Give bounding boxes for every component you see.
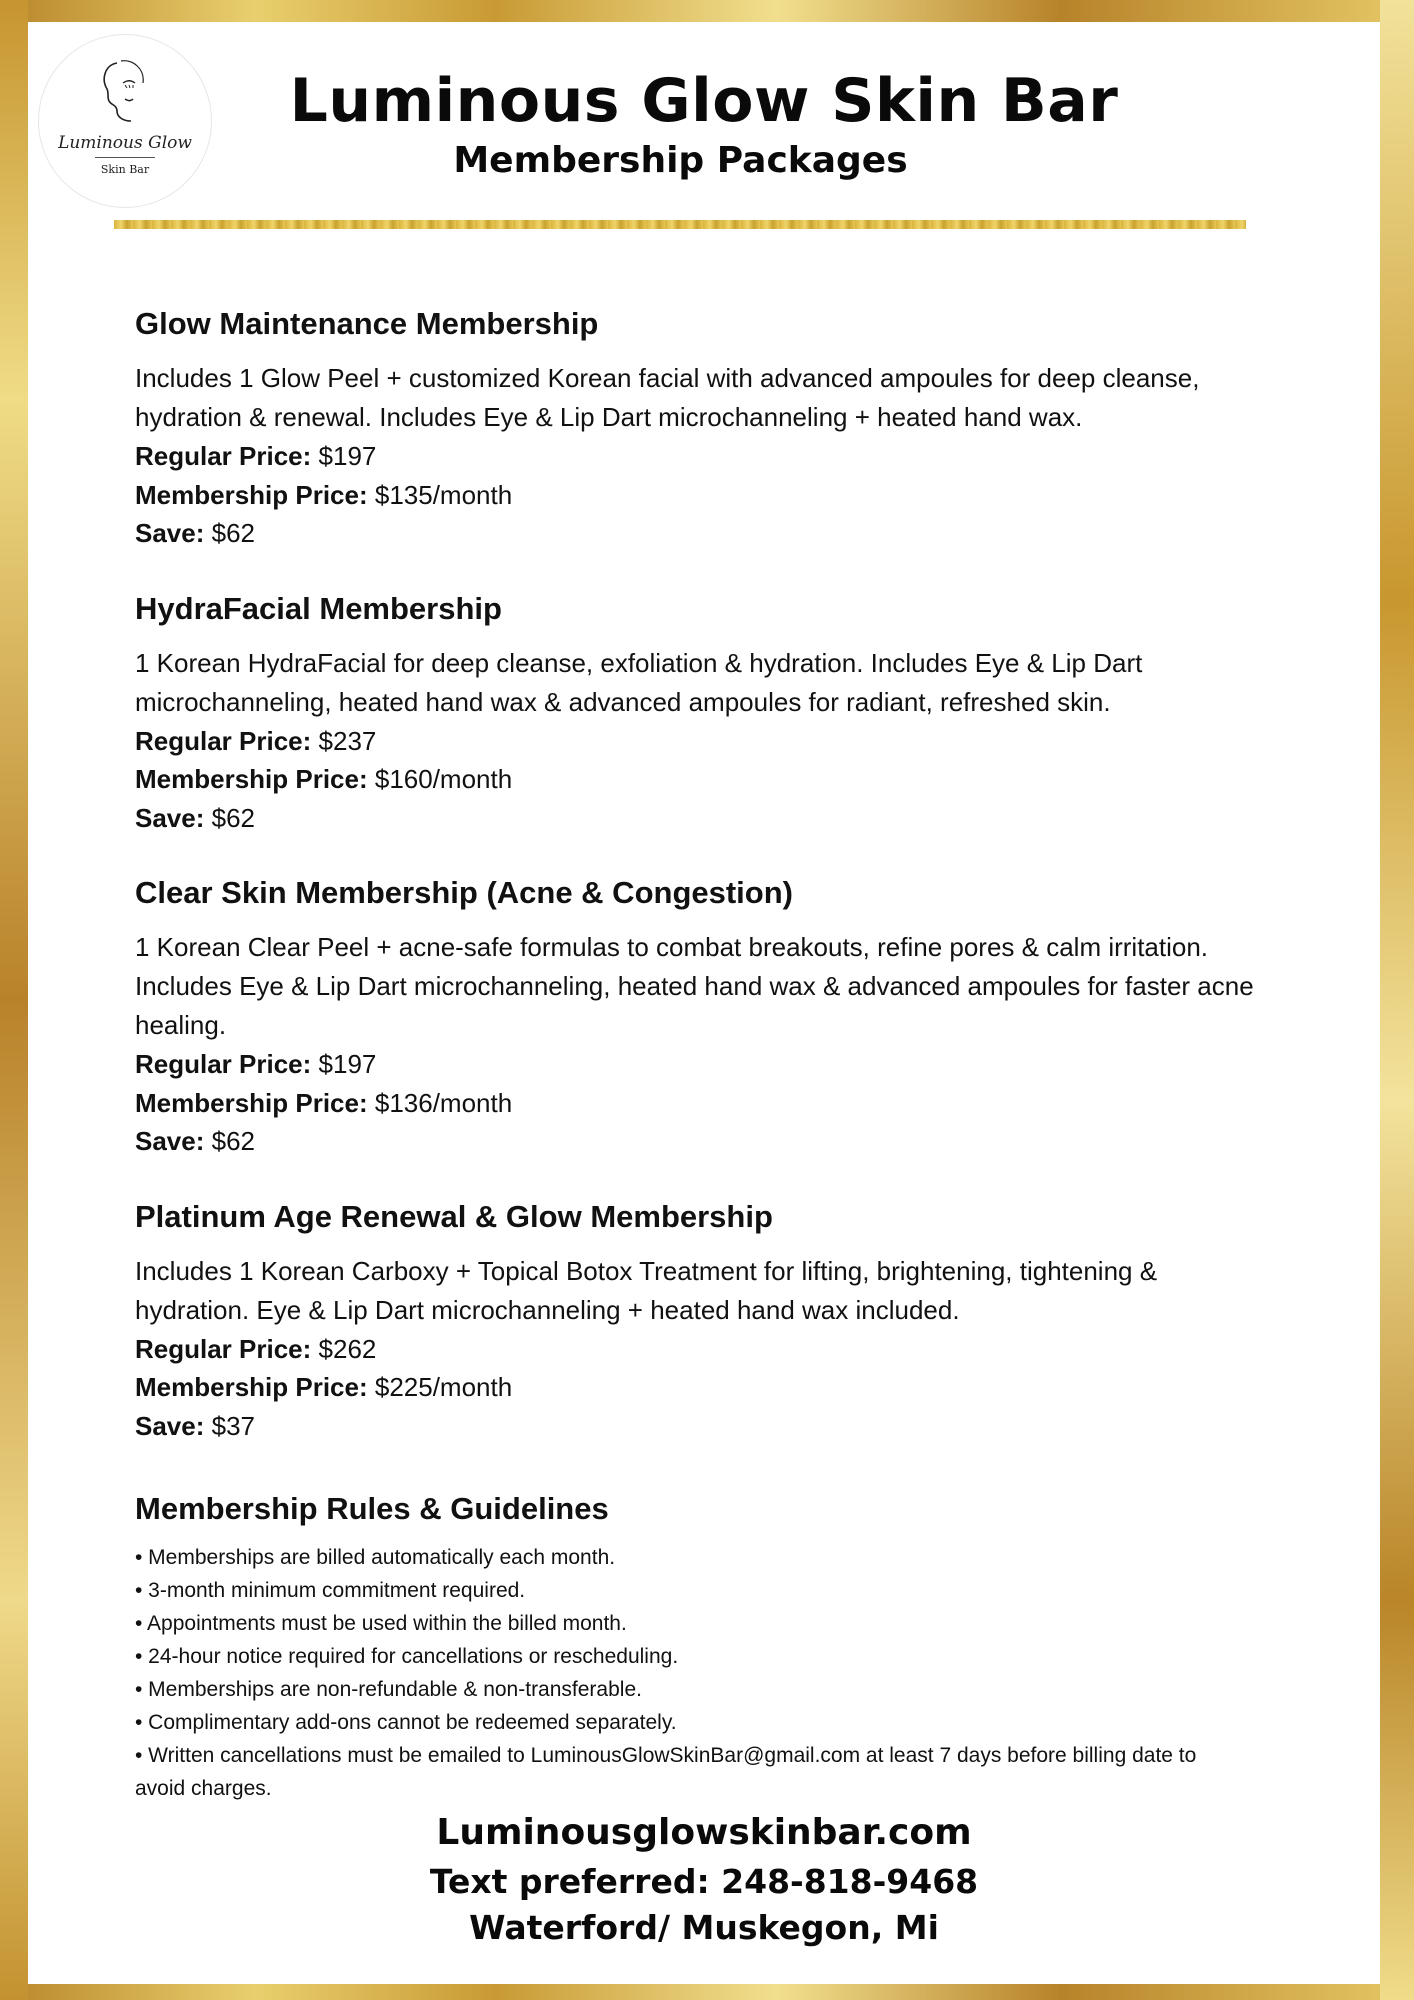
membership-description-line: hydration. Eye & Lip Dart microchanneling + heated hand wax included.: [135, 1294, 960, 1325]
membership-price-label: Membership Price:: [135, 1372, 368, 1402]
membership-price-label: Membership Price:: [135, 1087, 368, 1118]
regular-price-value: $262: [311, 1333, 377, 1364]
rule-item: avoid charges.: [135, 1777, 272, 1800]
rule-item: • Appointments must be used within the billed month.: [135, 1612, 627, 1635]
regular-price-label: Regular Price:: [135, 1333, 312, 1364]
page-title: Luminous Glow Skin Bar: [289, 66, 1119, 136]
regular-price-label: Regular Price:: [135, 725, 312, 756]
membership-description-line: Includes 1 Glow Peel + customized Korean facial with advanced ampoules for deep cleanse,: [135, 363, 1200, 393]
page-subtitle: Membership Packages: [453, 140, 908, 181]
savings: [135, 1407, 1380, 1446]
savings-value: $62: [204, 802, 255, 833]
savings-value: $62: [204, 518, 255, 548]
gold-divider: [114, 220, 1246, 229]
membership-list: [135, 304, 1380, 1805]
membership-price-value: $136/month: [367, 1087, 513, 1118]
regular-price: [135, 437, 1380, 476]
gold-frame-left: [0, 0, 28, 2000]
regular-price-value: $237: [311, 725, 377, 756]
membership-title: Platinum Age Renewal & Glow Membership: [135, 1198, 773, 1234]
savings-label: Save:: [135, 802, 205, 833]
savings: [135, 514, 1380, 553]
membership-price-label: Membership Price:: [135, 479, 368, 510]
membership-price-label: Membership Price:: [135, 764, 368, 794]
rule-item: • Written cancellations must be emailed to LuminousGlowSkinBar@gmail.com at least 7 days before billing date to: [135, 1744, 1197, 1767]
flyer-page: [28, 22, 1380, 1984]
membership-price-value: $225/month: [367, 1372, 513, 1402]
regular-price: [135, 1330, 1380, 1369]
rule-item: • 24-hour notice required for cancellations or rescheduling.: [135, 1645, 679, 1668]
membership-price-value: $160/month: [367, 764, 513, 794]
savings-value: $37: [204, 1410, 255, 1441]
membership-description-line: Includes Eye & Lip Dart microchanneling, heated hand wax & advanced ampoules for faster acne: [135, 971, 1254, 1001]
location-text: Waterford/ Muskegon, Mi: [469, 1908, 939, 1947]
savings-label: Save:: [135, 1410, 205, 1441]
rule-item: • Memberships are billed automatically each month.: [135, 1546, 616, 1569]
rules-list: [135, 1541, 1380, 1805]
membership-clear-skin: [135, 873, 1380, 1161]
membership-title: HydraFacial Membership: [135, 590, 502, 626]
membership-price: [135, 1084, 1380, 1123]
rule-item: • 3-month minimum commitment required.: [135, 1579, 526, 1602]
membership-title: Clear Skin Membership (Acne & Congestion): [135, 875, 793, 910]
membership-description-line: healing.: [135, 1010, 227, 1040]
membership-rules: [135, 1489, 1380, 1805]
membership-description-line: hydration & renewal. Includes Eye & Lip Dart microchanneling + heated hand wax.: [135, 402, 1083, 432]
membership-title: Glow Maintenance Membership: [135, 306, 599, 341]
savings-label: Save:: [135, 1126, 205, 1156]
membership-description-line: microchanneling, heated hand wax & advanced ampoules for radiant, refreshed skin.: [135, 686, 1111, 717]
membership-hydrafacial: [135, 589, 1380, 838]
regular-price-value: $197: [311, 441, 377, 471]
phone-contact: Text preferred: 248-818-9468: [429, 1862, 979, 1901]
regular-price: [135, 722, 1380, 761]
membership-price: [135, 1368, 1380, 1407]
rules-title: Membership Rules & Guidelines: [135, 1491, 609, 1526]
membership-price: [135, 476, 1380, 515]
savings: [135, 799, 1380, 838]
logo-script-text: Luminous Glow: [58, 133, 192, 153]
membership-description-line: Includes 1 Korean Carboxy + Topical Botox Treatment for lifting, brightening, tightening &: [135, 1255, 1158, 1286]
membership-description-line: 1 Korean HydraFacial for deep cleanse, exfoliation & hydration. Includes Eye & Lip Dart: [135, 647, 1143, 678]
regular-price: [135, 1045, 1380, 1084]
savings: [135, 1122, 1380, 1161]
gold-frame-right: [1380, 0, 1414, 2000]
regular-price-value: $197: [311, 1049, 377, 1079]
rule-item: • Complimentary add-ons cannot be redeemed separately.: [135, 1711, 677, 1734]
regular-price-label: Regular Price:: [135, 441, 312, 471]
regular-price-label: Regular Price:: [135, 1049, 312, 1079]
membership-price-value: $135/month: [367, 479, 513, 510]
savings-label: Save:: [135, 518, 205, 548]
membership-glow-maintenance: [135, 304, 1380, 553]
membership-price: [135, 760, 1380, 799]
savings-value: $62: [204, 1126, 255, 1156]
membership-platinum-age-renewal: [135, 1197, 1380, 1446]
website-link[interactable]: Luminousglowskinbar.com: [436, 1812, 972, 1853]
rule-item: • Memberships are non-refundable & non-transferable.: [135, 1678, 642, 1701]
membership-description-line: 1 Korean Clear Peel + acne-safe formulas to combat breakouts, refine pores & calm irritation.: [135, 932, 1209, 962]
logo-subtext: Skin Bar: [100, 163, 150, 176]
